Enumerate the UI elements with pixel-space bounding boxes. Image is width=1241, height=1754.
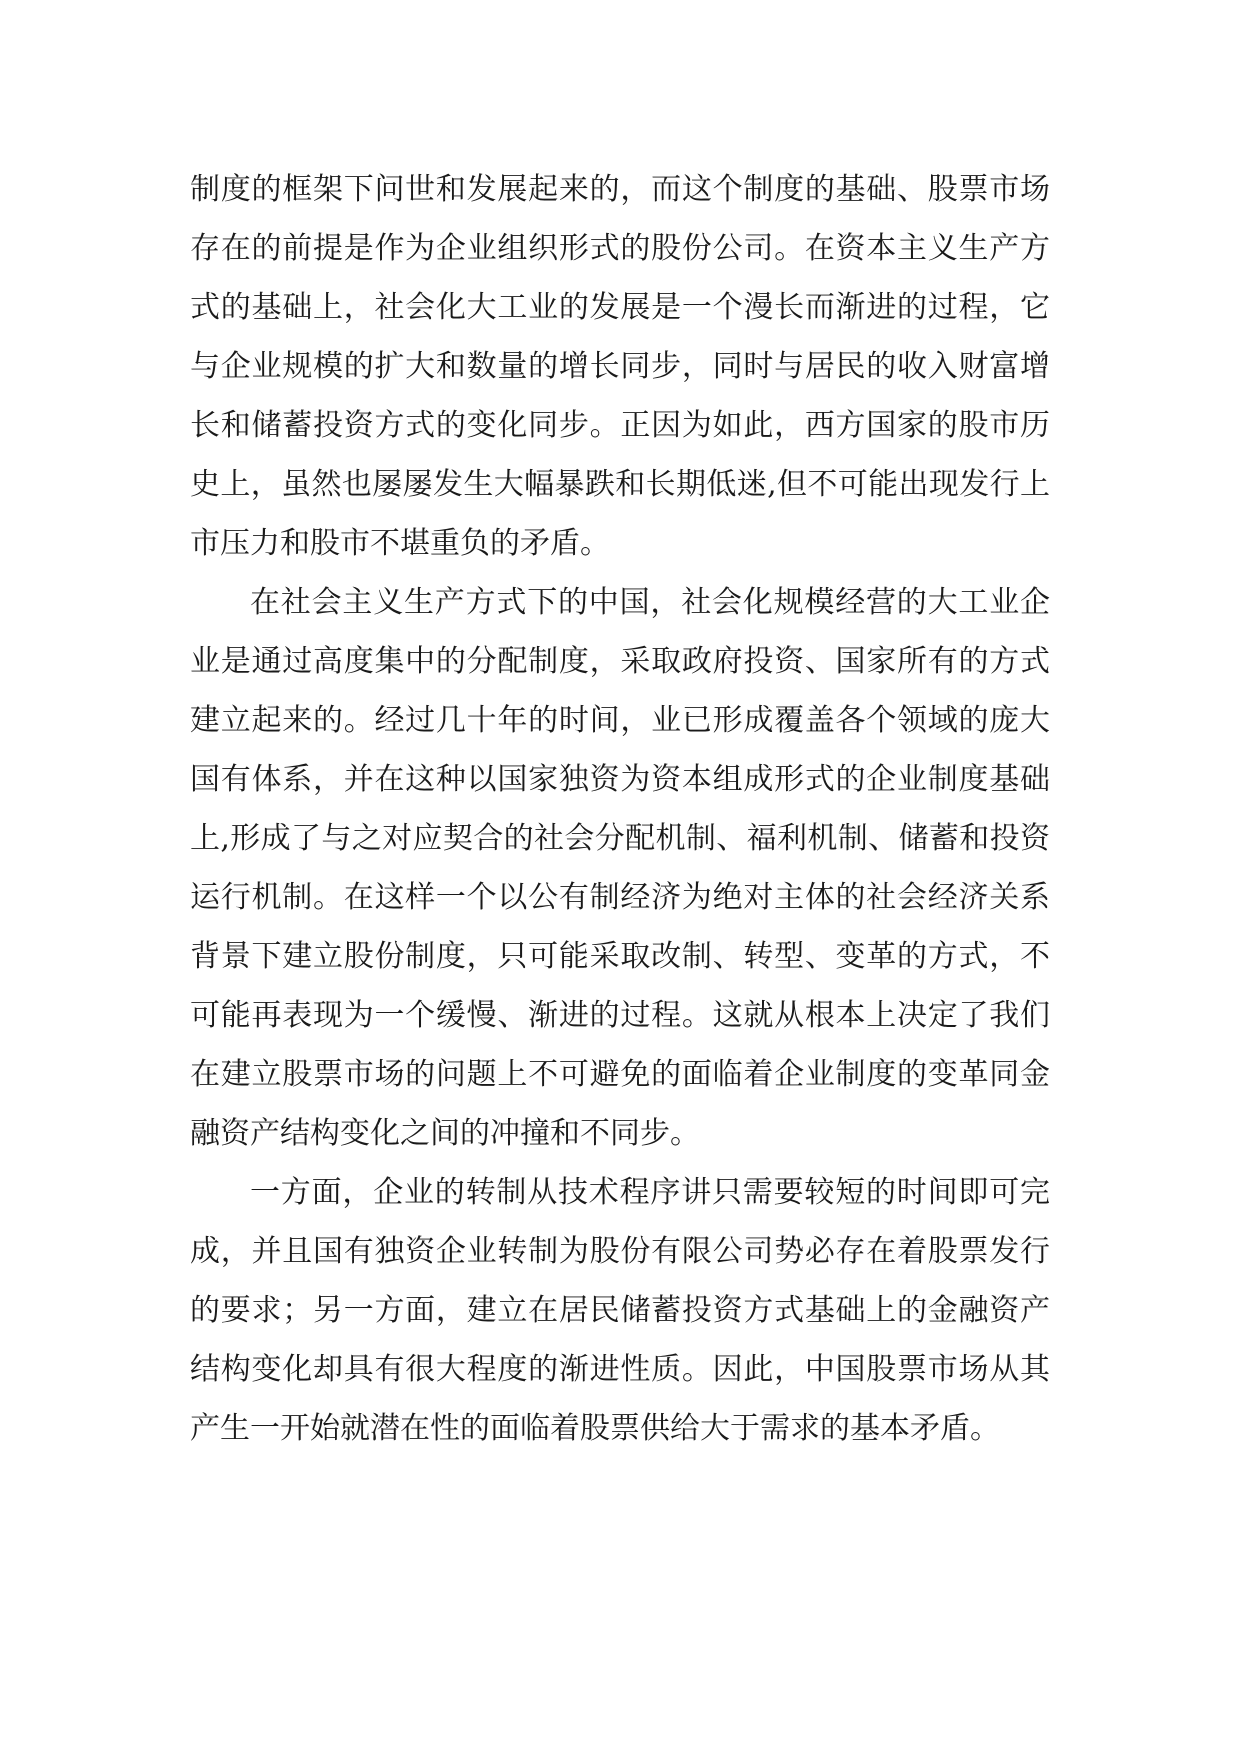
- paragraph-3: 一方面，企业的转制从技术程序讲只需要较短的时间即可完成，并且国有独资企业转制为股份有限公司势必存在着股票发行的要求；另一方面，建立在居民储蓄投资方式基础上的金融资产结构变化却具有很大程度的渐进性质。因此，中国股票市场从其产生一开始就潜在性的面临着股票供给大于需求的基本矛盾。: [190, 1175, 1050, 1446]
- paragraph-1: 制度的框架下问世和发展起来的，而这个制度的基础、股票市场存在的前提是作为企业组织形式的股份公司。在资本主义生产方式的基础上，社会化大工业的发展是一个漫长而渐进的过程，它与企业规模的扩大和数量的增长同步，同时与居民的收入财富增长和储蓄投资方式的变化同步。正因为如此，西方国家的股市历史上，虽然也屡屡发生大幅暴跌和长期低迷,但不可能出现发行上市压力和股市不堪重负的矛盾。: [190, 172, 1050, 561]
- paragraph-2: 在社会主义生产方式下的中国，社会化规模经营的大工业企业是通过高度集中的分配制度，采取政府投资、国家所有的方式建立起来的。经过几十年的时间，业已形成覆盖各个领域的庞大国有体系，并在这种以国家独资为资本组成形式的企业制度基础上,形成了与之对应契合的社会分配机制、福利机制、储蓄和投资运行机制。在这样一个以公有制经济为绝对主体的社会经济关系背景下建立股份制度，只可能采取改制、转型、变革的方式，不可能再表现为一个缓慢、渐进的过程。这就从根本上决定了我们在建立股票市场的问题上不可避免的面临着企业制度的变革同金融资产结构变化之间的冲撞和不同步。: [190, 585, 1050, 1151]
- body-text: [190, 160, 1050, 1458]
